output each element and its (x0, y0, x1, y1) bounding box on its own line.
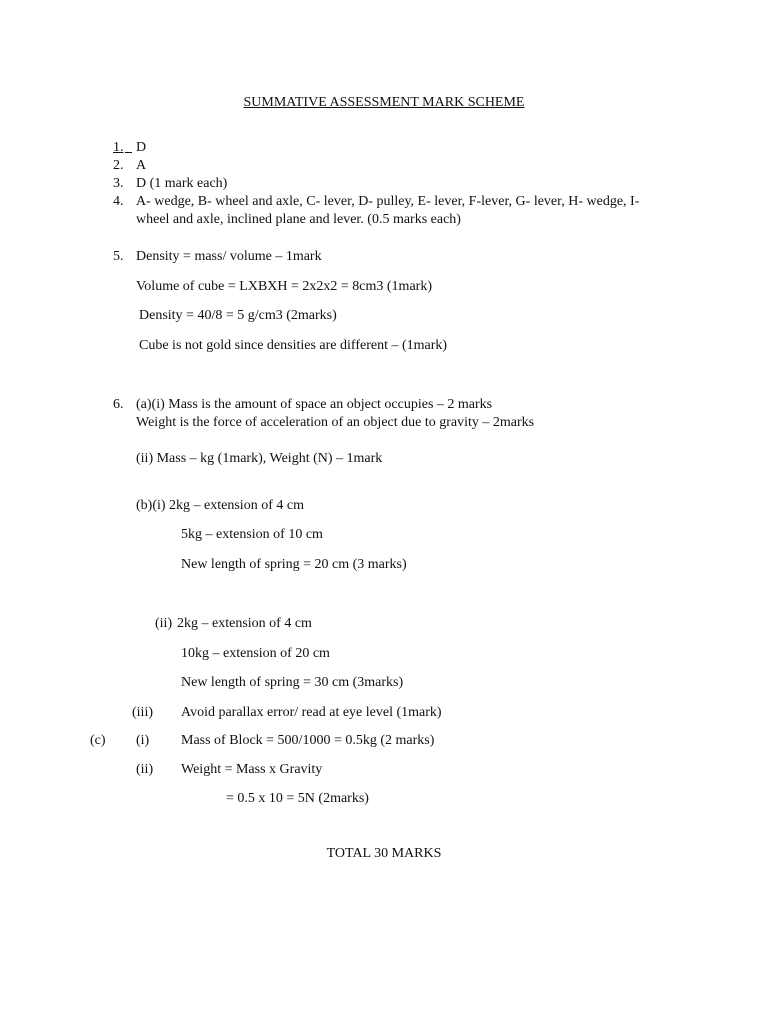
q6-b-ii-label: (ii) (155, 616, 173, 631)
q5-line3: Density = 40/8 = 5 g/cm3 (2marks) (139, 308, 337, 323)
q2-number: 2. (113, 158, 124, 173)
q6-a-i-line1: (a)(i) Mass is the amount of space an object occupies – 2 marks (136, 397, 493, 412)
q6-c-label: (c) (90, 733, 106, 748)
q5-line4: Cube is not gold since densities are different – (1mark) (139, 338, 448, 353)
q6-b-i-line3: New length of spring = 20 cm (3 marks) (181, 557, 407, 572)
q4-answer-line1: A- wedge, B- wheel and axle, C- lever, D- pulley, E- lever, F-lever, G- lever, H- wedge, I- (136, 194, 640, 209)
q5-line2: Volume of cube = LXBXH = 2x2x2 = 8cm3 (1mark) (136, 279, 432, 294)
q1-underline-gap (125, 139, 135, 157)
q5-line1: Density = mass/ volume – 1mark (136, 249, 322, 264)
q1-answer: D (136, 140, 147, 155)
q6-b-ii-line3: New length of spring = 30 cm (3marks) (181, 675, 404, 690)
q1-number: 1. (113, 140, 124, 155)
q6-c-i-text: Mass of Block = 500/1000 = 0.5kg (2 marks) (181, 733, 435, 748)
q2-answer: A (136, 158, 147, 173)
q6-c-i-label: (i) (136, 733, 150, 748)
page-title: SUMMATIVE ASSESSMENT MARK SCHEME (243, 95, 525, 110)
q6-b-i-line2: 5kg – extension of 10 cm (181, 527, 323, 542)
q3-answer: D (1 mark each) (136, 176, 228, 191)
q4-number: 4. (113, 194, 124, 209)
total-marks: TOTAL 30 MARKS (326, 846, 442, 861)
q6-b-ii-line2: 10kg – extension of 20 cm (181, 646, 330, 661)
q6-number: 6. (113, 397, 124, 412)
q6-b-iii-label: (iii) (132, 705, 153, 720)
q5-number: 5. (113, 249, 124, 264)
q6-b-ii-line1: 2kg – extension of 4 cm (177, 616, 312, 631)
q6-b-iii-text: Avoid parallax error/ read at eye level (1mark) (181, 705, 442, 720)
q3-number: 3. (113, 176, 124, 191)
q6-a-i-line2: Weight is the force of acceleration of an object due to gravity – 2marks (136, 415, 535, 430)
q6-c-ii-line2: = 0.5 x 10 = 5N (2marks) (226, 791, 369, 806)
q4-answer-line2: wheel and axle, inclined plane and lever. (0.5 marks each) (136, 212, 461, 227)
q6-b-i-line1: (b)(i) 2kg – extension of 4 cm (136, 498, 304, 513)
q6-c-ii-label: (ii) (136, 762, 154, 777)
q6-a-ii: (ii) Mass – kg (1mark), Weight (N) – 1mark (136, 451, 383, 466)
q6-c-ii-line1: Weight = Mass x Gravity (181, 762, 323, 777)
